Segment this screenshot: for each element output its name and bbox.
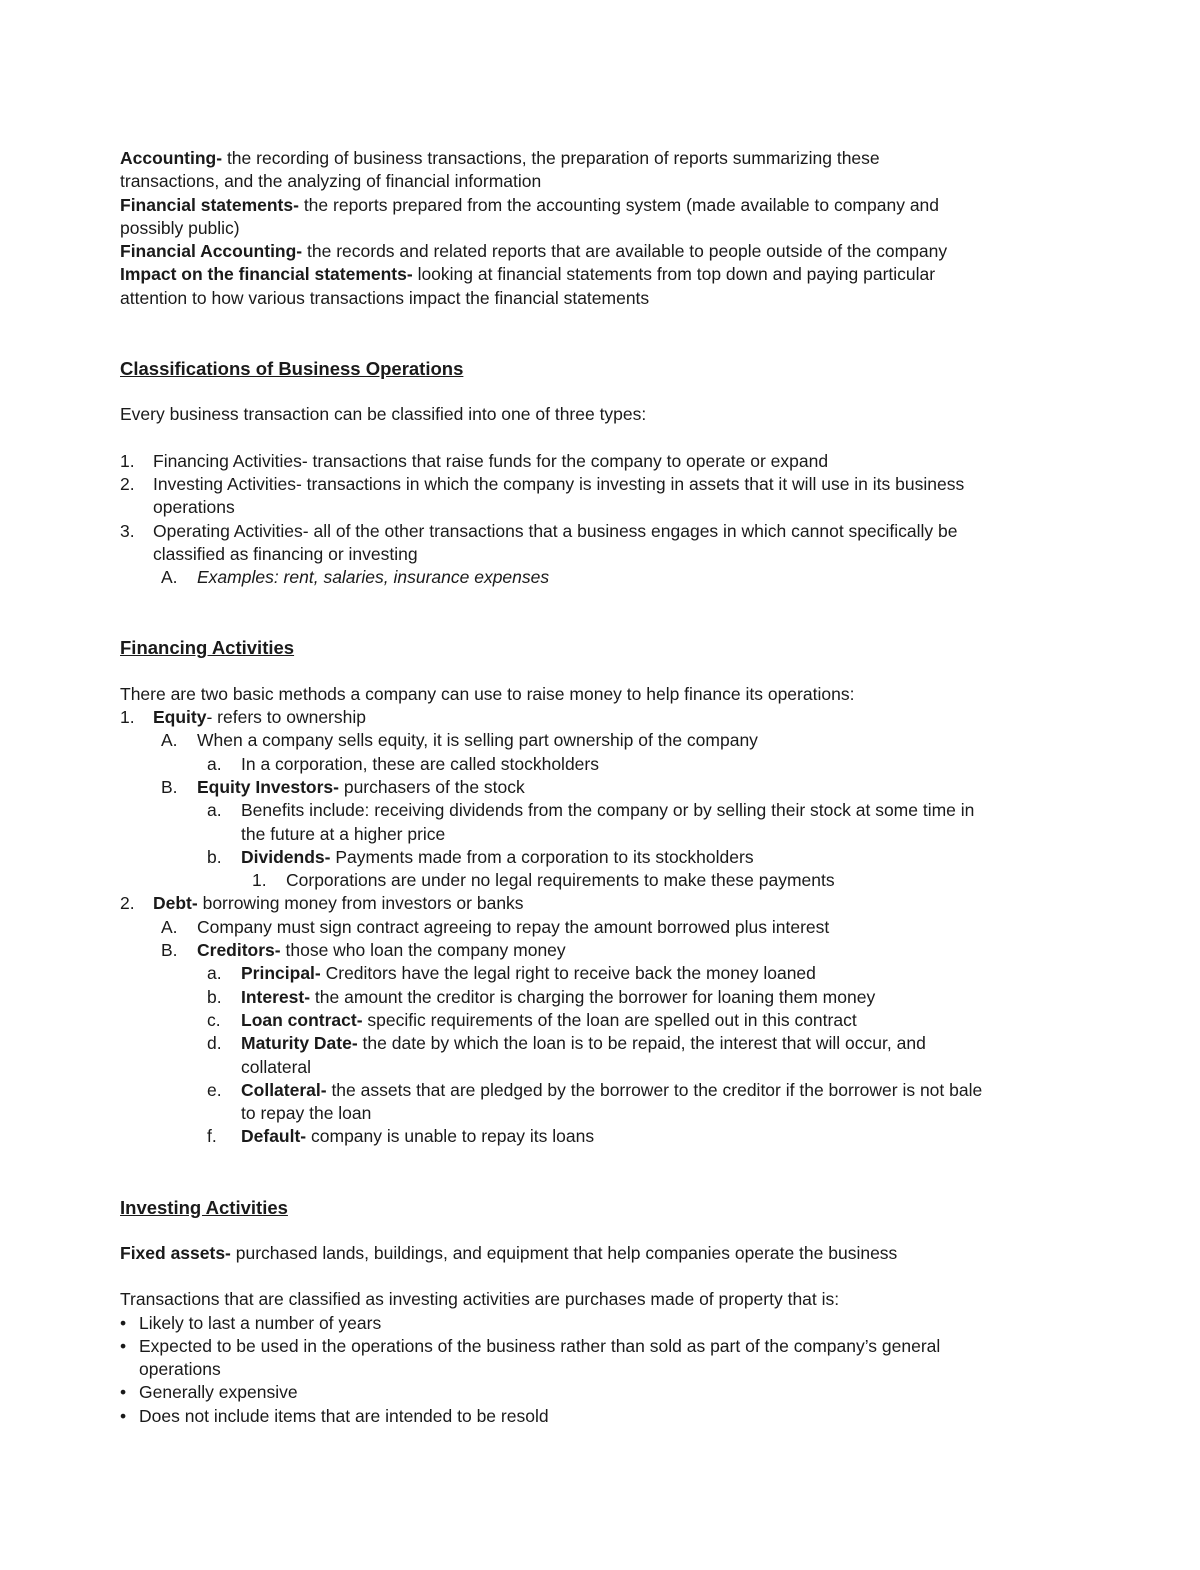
definition-term: Accounting- xyxy=(120,148,223,168)
list-marker: b. xyxy=(207,846,222,867)
list-marker: 1. xyxy=(120,707,135,728)
definition-term: Impact on the financial statements- xyxy=(120,264,413,285)
list-marker: 2. xyxy=(120,893,135,914)
definition-text: attention to how various transactions impact the financial statements xyxy=(120,287,650,308)
section-heading-financing: Financing Activities xyxy=(120,637,295,659)
list-item: c. Loan contract- specific requirements of the loan are spelled out in this contract xyxy=(120,1009,1090,1032)
bullet-icon: • xyxy=(120,1335,127,1356)
list-item: b. Dividends- Payments made from a corporation to its stockholders xyxy=(120,846,1090,869)
financing-list xyxy=(120,706,1090,1149)
list-item: 2. Investing Activities- transactions in which the company is investing in assets that it will use in its business operations xyxy=(120,473,965,518)
list-marker: A. xyxy=(161,567,178,588)
definition-text: possibly public) xyxy=(120,217,240,238)
list-item: e. Collateral- the assets that are pledged by the borrower to the creditor if the borrower is not bale to repay the loan xyxy=(207,1079,983,1124)
list-marker: b. xyxy=(207,986,222,1007)
definition-impact xyxy=(120,263,1090,310)
list-item: • Likely to last a number of years xyxy=(120,1312,1090,1335)
bullet-icon: • xyxy=(120,1382,127,1403)
classification-list xyxy=(120,450,1090,590)
section-heading-classifications: Classifications of Business Operations xyxy=(120,358,464,380)
list-item: f. Default- company is unable to repay its loans xyxy=(120,1125,1090,1148)
list-item: 3. Operating Activities- all of the other transactions that a business engages in which cannot specifically be classified as financing or investing xyxy=(120,520,958,564)
list-marker: A. xyxy=(161,916,178,937)
list-marker: e. xyxy=(207,1079,222,1100)
definition-financial-statements xyxy=(120,194,1090,241)
section-intro: Every business transaction can be classified into one of three types: xyxy=(120,404,647,425)
definition-text: looking at financial statements from top down and paying particular xyxy=(412,264,936,285)
list-marker: d. xyxy=(207,1033,222,1054)
list-item: A. Company must sign contract agreeing to repay the amount borrowed plus interest xyxy=(120,916,1090,939)
list-item: d. Maturity Date- the date by which the loan is to be repaid, the interest that will occur, and collateral xyxy=(207,1033,926,1077)
section-intro: There are two basic methods a company can use to raise money to help finance its operations: xyxy=(120,683,855,704)
section-heading-investing: Investing Activities xyxy=(120,1196,288,1218)
list-item: a. Benefits include: receiving dividends from the company or by selling their stock at some time in the future at a higher price xyxy=(207,800,975,844)
list-marker: 1. xyxy=(252,870,267,891)
list-item: a. Principal- Creditors have the legal right to receive back the money loaned xyxy=(120,962,1090,985)
list-item: • Expected to be used in the operations of the business rather than sold as part of the company’s general operations xyxy=(120,1335,941,1380)
list-marker: 3. xyxy=(120,520,135,541)
list-item: A. When a company sells equity, it is selling part ownership of the company xyxy=(120,729,1090,752)
list-item: • Generally expensive xyxy=(120,1381,1090,1404)
fixed-assets-definition: Fixed assets- purchased lands, buildings, and equipment that help companies operate the business xyxy=(120,1242,898,1263)
list-item: B. Creditors- those who loan the company money xyxy=(120,939,1090,962)
definitions xyxy=(120,147,1090,310)
list-marker: B. xyxy=(161,940,178,961)
section-intro: Transactions that are classified as investing activities are purchases made of property that is: xyxy=(120,1289,840,1310)
list-marker: 1. xyxy=(120,450,135,471)
list-marker: f. xyxy=(207,1126,217,1147)
definition-text: the records and related reports that are available to people outside of the company xyxy=(302,241,948,262)
list-item: a. In a corporation, these are called stockholders xyxy=(120,753,1090,776)
list-marker: a. xyxy=(207,753,222,774)
definition-text: the recording of business transactions, the preparation of reports summarizing these xyxy=(222,148,880,168)
list-marker: c. xyxy=(207,1009,221,1030)
definition-text: transactions, and the analyzing of financial information xyxy=(120,171,542,192)
definition-term: Financial Accounting- xyxy=(120,241,303,262)
bullet-list xyxy=(120,1312,1090,1428)
list-item: • Does not include items that are intended to be resold xyxy=(120,1405,1090,1428)
definition-text: the reports prepared from the accounting system (made available to company and xyxy=(298,194,940,215)
list-marker: A. xyxy=(161,730,178,751)
list-marker: 2. xyxy=(120,473,135,494)
bullet-icon: • xyxy=(120,1405,127,1426)
list-item: A. Examples: rent, salaries, insurance expenses xyxy=(120,566,1090,589)
definition-term: Financial statements- xyxy=(120,194,299,215)
list-item: 1. Corporations are under no legal requirements to make these payments xyxy=(120,869,1090,892)
list-item: b. Interest- the amount the creditor is charging the borrower for loaning them money xyxy=(120,986,1090,1009)
definition-financial-accounting xyxy=(120,240,1090,263)
list-marker: B. xyxy=(161,776,178,797)
bullet-icon: • xyxy=(120,1312,127,1333)
list-item: 1. Financing Activities- transactions that raise funds for the company to operate or expand xyxy=(120,450,1090,473)
list-marker: a. xyxy=(207,963,222,984)
list-item: B. Equity Investors- purchasers of the stock xyxy=(120,776,1090,799)
list-item-debt: 2. Debt- borrowing money from investors or banks xyxy=(120,892,1090,915)
list-item-equity: 1. Equity- refers to ownership xyxy=(120,706,1090,729)
list-marker: a. xyxy=(207,800,222,821)
definition-accounting xyxy=(120,147,1090,194)
